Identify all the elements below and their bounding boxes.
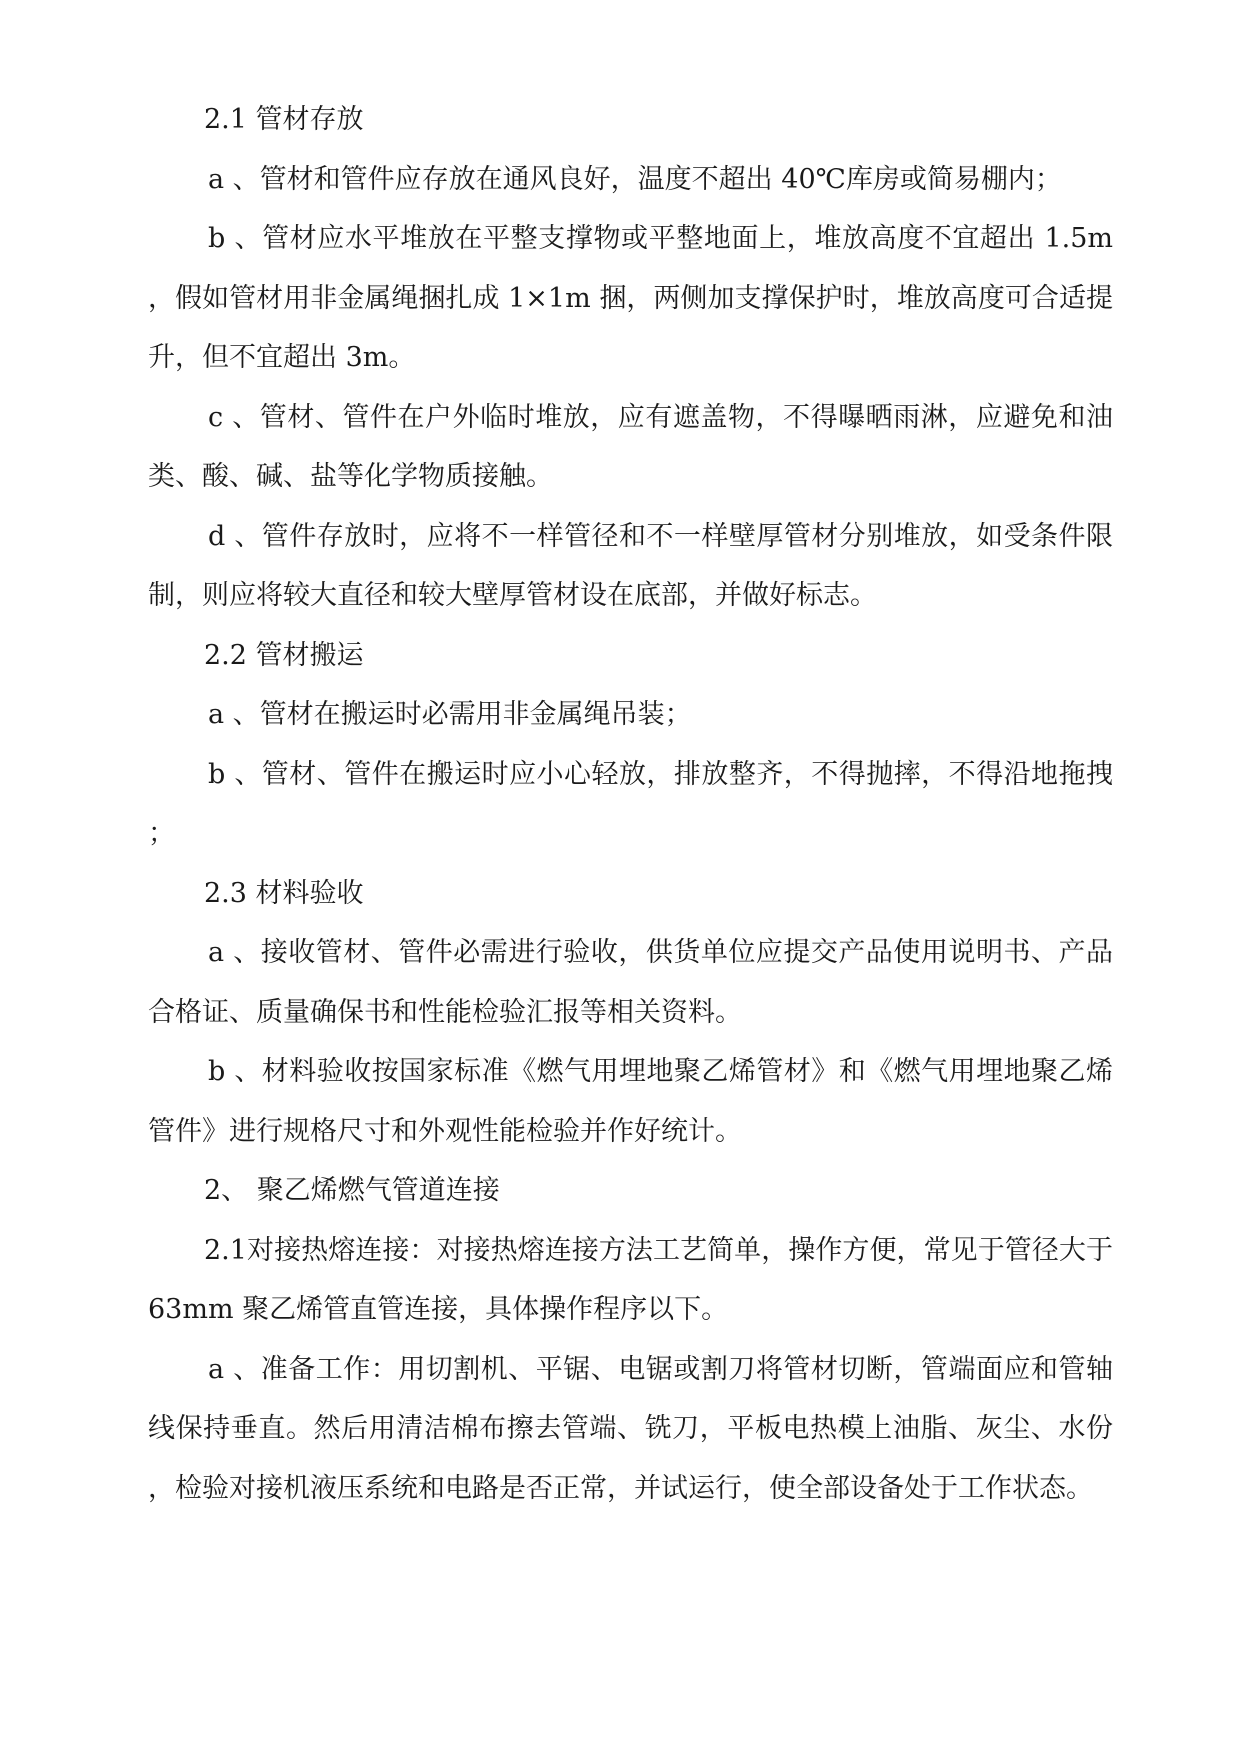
paragraph-storage-a: a 、管材和管件应存放在通风良好，温度不超出 40℃库房或简易棚内；	[208, 163, 1062, 195]
paragraph-acceptance-a: a 、接收管材、管件必需进行验收，供货单位应提交产品使用说明书、产品合格证、质量确保书和性能检验汇报等相关资料。	[148, 937, 1113, 1028]
paragraph-butt-fusion: 2.1对接热熔连接：对接热熔连接方法工艺简单，操作方便，常见于管径大于 63mm 聚乙烯管直管连接，具体操作程序以下。	[148, 1234, 1113, 1325]
paragraph-storage-b: b 、管材应水平堆放在平整支撑物或平整地面上，堆放高度不宜超出 1.5m，假如管材用非金属绳捆扎成 1×1m 捆，两侧加支撑保护时，堆放高度可合适提升，但不宜超出 3m。	[148, 223, 1113, 373]
paragraph-storage-d: d 、管件存放时，应将不一样管径和不一样壁厚管材分别堆放，如受条件限制，则应将较大直径和较大壁厚管材设在底部，并做好标志。	[148, 520, 1113, 611]
section-heading-2-2-transport: 2.2 管材搬运	[204, 639, 364, 671]
section-heading-pipe-connection: 2、 聚乙烯燃气管道连接	[204, 1175, 500, 1206]
paragraph-transport-b: b 、管材、管件在搬运时应小心轻放，排放整齐，不得抛摔，不得沿地拖拽；	[148, 758, 1113, 849]
paragraph-transport-a: a 、管材在搬运时必需用非金属绳吊装；	[208, 699, 692, 730]
paragraph-acceptance-b: b 、材料验收按国家标准《燃气用埋地聚乙烯管材》和《燃气用埋地聚乙烯管件》进行规格尺寸和外观性能检验并作好统计。	[148, 1056, 1113, 1147]
section-heading-2-3-acceptance: 2.3 材料验收	[204, 877, 364, 909]
paragraph-storage-c: c 、管材、管件在户外临时堆放，应有遮盖物，不得曝晒雨淋，应避免和油类、酸、碱、盐等化学物质接触。	[148, 401, 1113, 492]
section-heading-2-1-storage: 2.1 管材存放	[204, 104, 364, 135]
document-body	[148, 90, 1113, 1518]
paragraph-butt-fusion-a: a 、准备工作：用切割机、平锯、电锯或割刀将管材切断，管端面应和管轴线保持垂直。然后用清洁棉布擦去管端、铣刀，平板电热模上油脂、灰尘、水份，检验对接机液压系统和电路是否正常，并试运行，使全部设备处于工作状态。	[148, 1353, 1113, 1504]
